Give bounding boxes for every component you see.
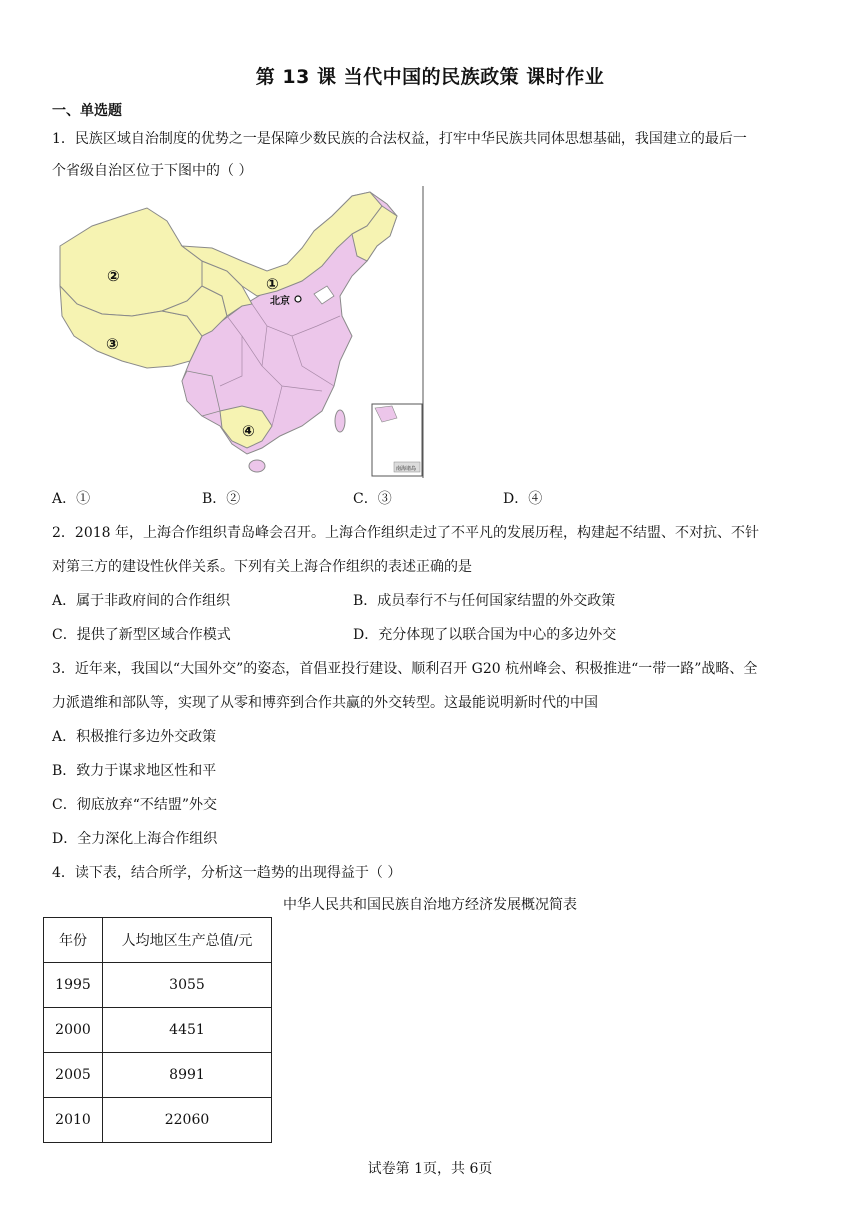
question-4-line-1: 4．读下表，结合所学，分析这一趋势的出现得益于（ ） <box>52 865 402 881</box>
q2-option-b[interactable]: B．成员奉行不与任何国家结盟的外交政策 <box>353 593 616 609</box>
table-cell-year: 2005 <box>44 1053 103 1098</box>
economic-data-table <box>43 917 272 1143</box>
table-caption: 中华人民共和国民族自治地方经济发展概况简表 <box>283 897 577 913</box>
map-city-beijing: 北京 <box>270 296 290 307</box>
map-inset-label: 南海诸岛 <box>396 466 417 472</box>
q2-option-a[interactable]: A．属于非政府间的合作组织 <box>52 593 231 609</box>
page-footer: 试卷第 1页，共 6页 <box>367 1161 493 1177</box>
q1-option-c[interactable]: C．③ <box>353 491 392 507</box>
section-heading: 一、单选题 <box>52 103 122 119</box>
map-label-2: ② <box>107 267 120 285</box>
q3-option-c[interactable]: C．彻底放弃“不结盟”外交 <box>52 797 218 813</box>
map-label-4: ④ <box>242 422 255 440</box>
table-row <box>44 1098 272 1143</box>
table-cell-gdp: 22060 <box>103 1098 272 1143</box>
question-3-line-1: 3．近年来，我国以“大国外交”的姿态，首倡亚投行建设、顺利召开 G20 杭州峰会、积极推进“一带一路”战略、全 <box>52 661 758 677</box>
q3-option-a[interactable]: A．积极推行多边外交政策 <box>52 729 217 745</box>
table-row <box>44 1008 272 1053</box>
q3-option-d[interactable]: D．全力深化上海合作组织 <box>52 831 218 847</box>
q1-option-b[interactable]: B．② <box>202 491 241 507</box>
question-2-line-1: 2．2018 年，上海合作组织青岛峰会召开。上海合作组织走过了不平凡的发展历程，构建起不结盟、不对抗、不针 <box>52 525 759 541</box>
q2-option-c[interactable]: C．提供了新型区域合作模式 <box>52 627 231 643</box>
table-cell-year: 2000 <box>44 1008 103 1053</box>
table-cell-year: 1995 <box>44 963 103 1008</box>
map-region-xinjiang <box>60 208 202 316</box>
table-row <box>44 963 272 1008</box>
question-1-line-2: 个省级自治区位于下图中的（ ） <box>52 163 253 179</box>
table-cell-gdp: 8991 <box>103 1053 272 1098</box>
table-cell-year: 2010 <box>44 1098 103 1143</box>
table-header-gdp: 人均地区生产总值/元 <box>103 918 272 963</box>
table-row <box>44 1053 272 1098</box>
table-cell-gdp: 3055 <box>103 963 272 1008</box>
question-2-line-2: 对第三方的建设性伙伴关系。下列有关上海合作组织的表述正确的是 <box>52 559 472 575</box>
table-header-row <box>44 918 272 963</box>
q3-option-b[interactable]: B．致力于谋求地区性和平 <box>52 763 217 779</box>
map-label-1: ① <box>266 275 279 293</box>
question-1-line-1: 1．民族区域自治制度的优势之一是保障少数民族的合法权益，打牢中华民族共同体思想基础，我国建立的最后一 <box>52 131 747 147</box>
page-title: 第 13 课 当代中国的民族政策 课时作业 <box>255 66 605 88</box>
question-3-line-2: 力派遣维和部队等，实现了从零和博弈到合作共赢的外交转型。这最能说明新时代的中国 <box>52 695 598 711</box>
q1-option-a[interactable]: A．① <box>52 491 91 507</box>
map-label-3: ③ <box>106 335 119 353</box>
table-header-year: 年份 <box>44 918 103 963</box>
q2-option-d[interactable]: D．充分体现了以联合国为中心的多边外交 <box>353 627 617 643</box>
china-map <box>52 186 424 478</box>
table-cell-gdp: 4451 <box>103 1008 272 1053</box>
q1-option-d[interactable]: D．④ <box>503 491 543 507</box>
